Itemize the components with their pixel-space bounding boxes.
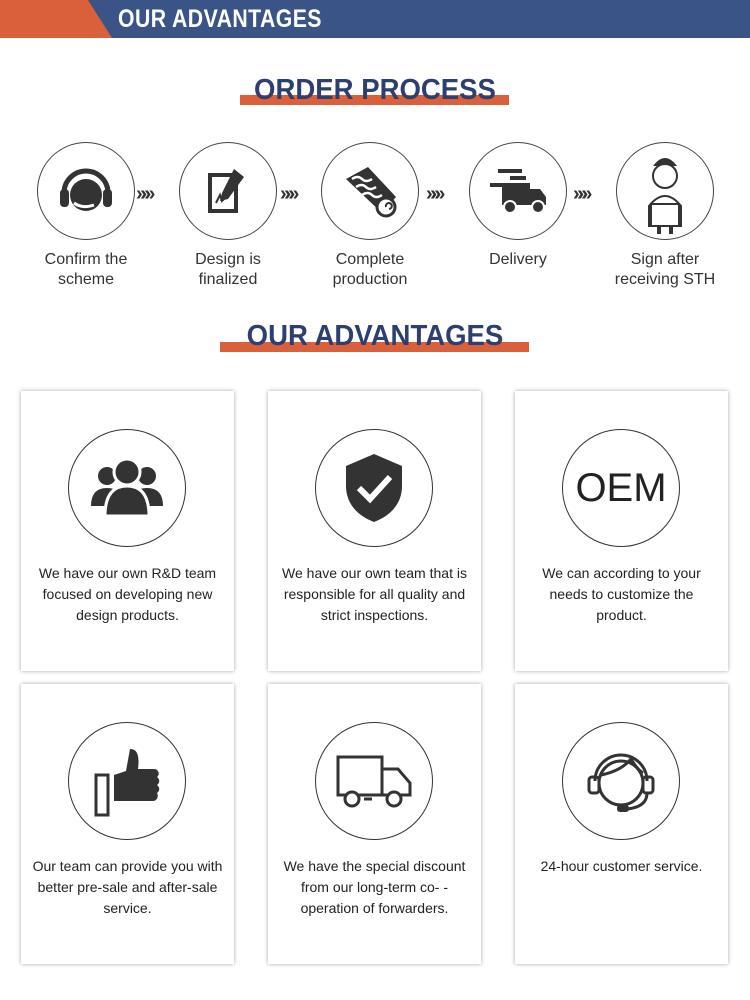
advantage-text: We can according to your needs to customize the product. <box>542 565 701 623</box>
advantage-card-customer-service <box>515 684 728 964</box>
banner-accent <box>0 0 112 38</box>
truck-outline-icon <box>315 722 433 840</box>
oem-icon <box>562 429 680 547</box>
advantages-title: OUR ADVANTAGES <box>246 320 504 352</box>
step-label: Delivery <box>489 251 547 268</box>
advantage-text: We have our own team that is responsible for all quality and strict inspections. <box>282 565 467 623</box>
step-complete-production <box>305 142 435 290</box>
delivery-man-icon <box>616 142 714 240</box>
step-label: Sign after <box>630 251 700 268</box>
oem-label: OEM <box>575 465 667 510</box>
order-process-title: ORDER PROCESS <box>254 74 496 106</box>
step-label: scheme <box>57 271 115 288</box>
advantage-text: Our team can provide you with better pre-sale and after-sale service. <box>32 858 223 916</box>
advantage-card-service <box>21 684 234 964</box>
step-delivery <box>453 142 586 270</box>
step-label: Confirm the <box>44 251 128 268</box>
advantage-card-customize <box>515 391 728 671</box>
order-process-heading <box>200 74 550 110</box>
thumbs-up-icon <box>68 722 186 840</box>
banner-title: OUR ADVANTAGES <box>118 5 322 33</box>
advantages-heading <box>200 320 550 356</box>
step-sign-after-receiving <box>600 142 730 290</box>
step-label: production <box>332 271 408 288</box>
delivery-truck-icon <box>469 142 567 240</box>
header-banner <box>0 0 750 38</box>
headset-icon <box>37 142 135 240</box>
advantage-card-quality <box>268 391 481 671</box>
step-label: Design is <box>195 251 261 268</box>
chevrons-icon: »»» <box>573 183 586 205</box>
advantage-card-rd-team <box>21 391 234 671</box>
shield-check-icon <box>315 429 433 547</box>
step-label: finalized <box>198 271 258 288</box>
chevrons-icon: »»» <box>136 183 149 205</box>
advantage-text: We have the special discount from our long-term co- -operation of forwarders. <box>283 858 466 916</box>
step-label: Complete <box>335 251 405 268</box>
team-icon <box>68 429 186 547</box>
customer-service-icon <box>562 722 680 840</box>
step-label: receiving STH <box>614 271 716 288</box>
signing-document-icon <box>179 142 277 240</box>
chevrons-icon: »»» <box>426 183 439 205</box>
advantage-text: We have our own R&D team focused on developing new design products. <box>38 565 217 623</box>
carpet-roll-icon <box>321 142 419 240</box>
advantage-text: 24-hour customer service. <box>540 858 703 874</box>
advantage-card-forwarders <box>268 684 481 964</box>
chevrons-icon: »»» <box>280 183 293 205</box>
step-design-finalized <box>163 142 293 290</box>
step-confirm-scheme <box>21 142 151 290</box>
